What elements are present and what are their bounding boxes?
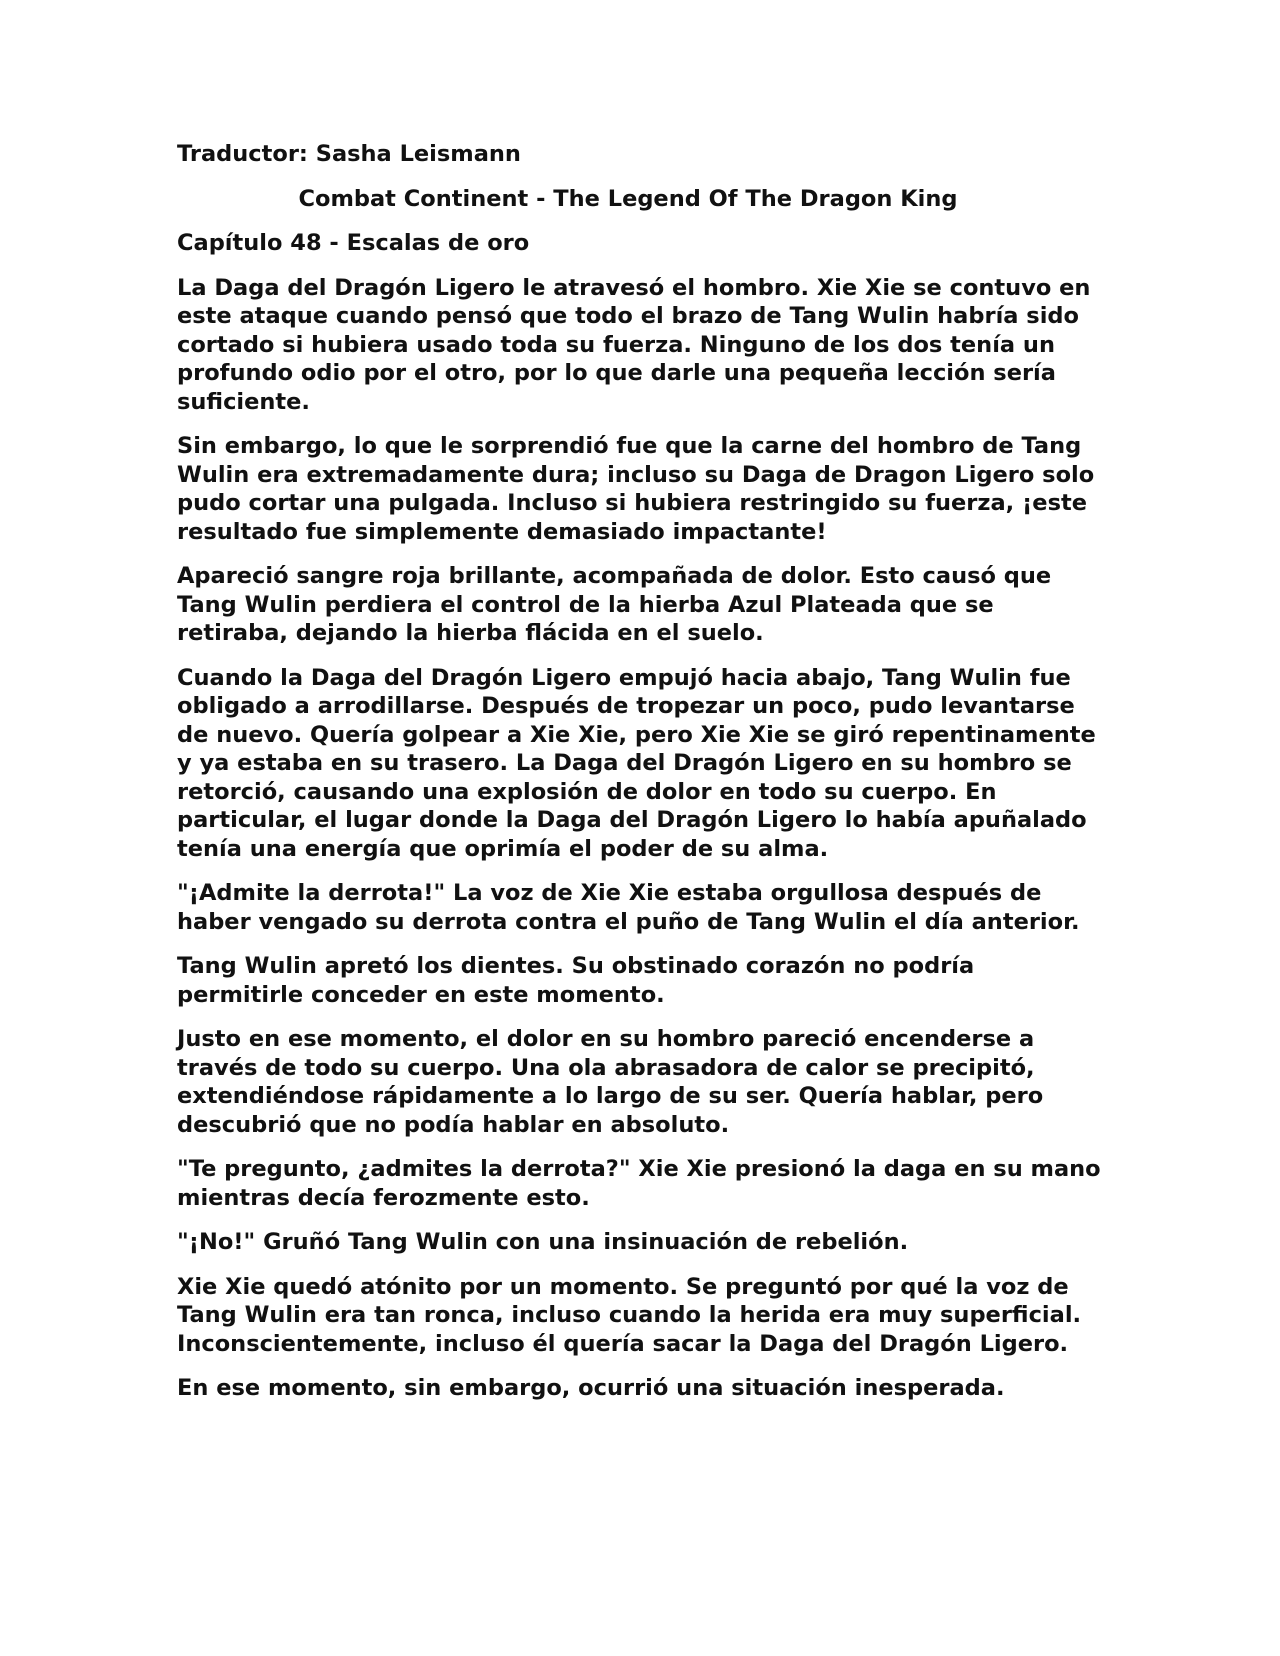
paragraph-5: "¡Admite la derrota!" La voz de Xie Xie estaba orgullosa después de haber vengado su derrota contra el puño de Tang Wulin el día anterior.: [177, 880, 1080, 935]
document-page: [177, 140, 1107, 1419]
paragraph-8: "Te pregunto, ¿admites la derrota?" Xie Xie presionó la daga en su mano mientras decía ferozmente esto.: [177, 1156, 1101, 1211]
paragraph-10: Xie Xie quedó atónito por un momento. Se preguntó por qué la voz de Tang Wulin era tan ronca, incluso cuando la herida era muy superficial. Inconscientemente, incluso él quería sacar la Daga del Dragón Ligero.: [177, 1273, 1082, 1357]
paragraph-3: Apareció sangre roja brillante, acompañada de dolor. Esto causó que Tang Wulin perdiera el control de la hierba Azul Plateada que se retiraba, dejando la hierba flácida en el suelo.: [177, 563, 1052, 646]
paragraph-11: En ese momento, sin embargo, ocurrió una situación inesperada.: [177, 1375, 1005, 1401]
paragraph-7: Justo en ese momento, el dolor en su hombro pareció encenderse a través de todo su cuerpo. Una ola abrasadora de calor se precipitó, extendiéndose rápidamente a lo largo de su ser. Quería hablar, pero descubrió que no podía hablar en absoluto.: [177, 1026, 1044, 1138]
translator-line: Traductor: Sasha Leismann: [177, 141, 521, 167]
document-title: Combat Continent - The Legend Of The Dragon King: [298, 185, 958, 212]
chapter-heading: Capítulo 48 - Escalas de oro: [177, 230, 530, 256]
paragraph-6: Tang Wulin apretó los dientes. Su obstinado corazón no podría permitirle conceder en este momento.: [177, 953, 975, 1008]
paragraph-9: "¡No!" Gruñó Tang Wulin con una insinuación de rebelión.: [177, 1229, 909, 1255]
paragraph-4: Cuando la Daga del Dragón Ligero empujó hacia abajo, Tang Wulin fue obligado a arrodillarse. Después de tropezar un poco, pudo levantarse de nuevo. Quería golpear a Xie Xie, pero Xie Xie se giró repentinamente y ya estaba en su trasero. La Daga del Dragón Ligero en su hombro se retorció, causando una explosión de dolor en todo su cuerpo. En particular, el lugar donde la Daga del Dragón Ligero lo había apuñalado tenía una energía que oprimía el poder de su alma.: [177, 664, 1096, 862]
paragraph-2: Sin embargo, lo que le sorprendió fue que la carne del hombro de Tang Wulin era extremadamente dura; incluso su Daga de Dragon Ligero solo pudo cortar una pulgada. Incluso si hubiera restringido su fuerza, ¡este resultado fue simplemente demasiado impactante!: [177, 433, 1095, 545]
paragraph-1: La Daga del Dragón Ligero le atravesó el hombro. Xie Xie se contuvo en este ataque cuando pensó que todo el brazo de Tang Wulin habría sido cortado si hubiera usado toda su fuerza. Ninguno de los dos tenía un profundo odio por el otro, por lo que darle una pequeña lección sería suficiente.: [177, 274, 1091, 415]
